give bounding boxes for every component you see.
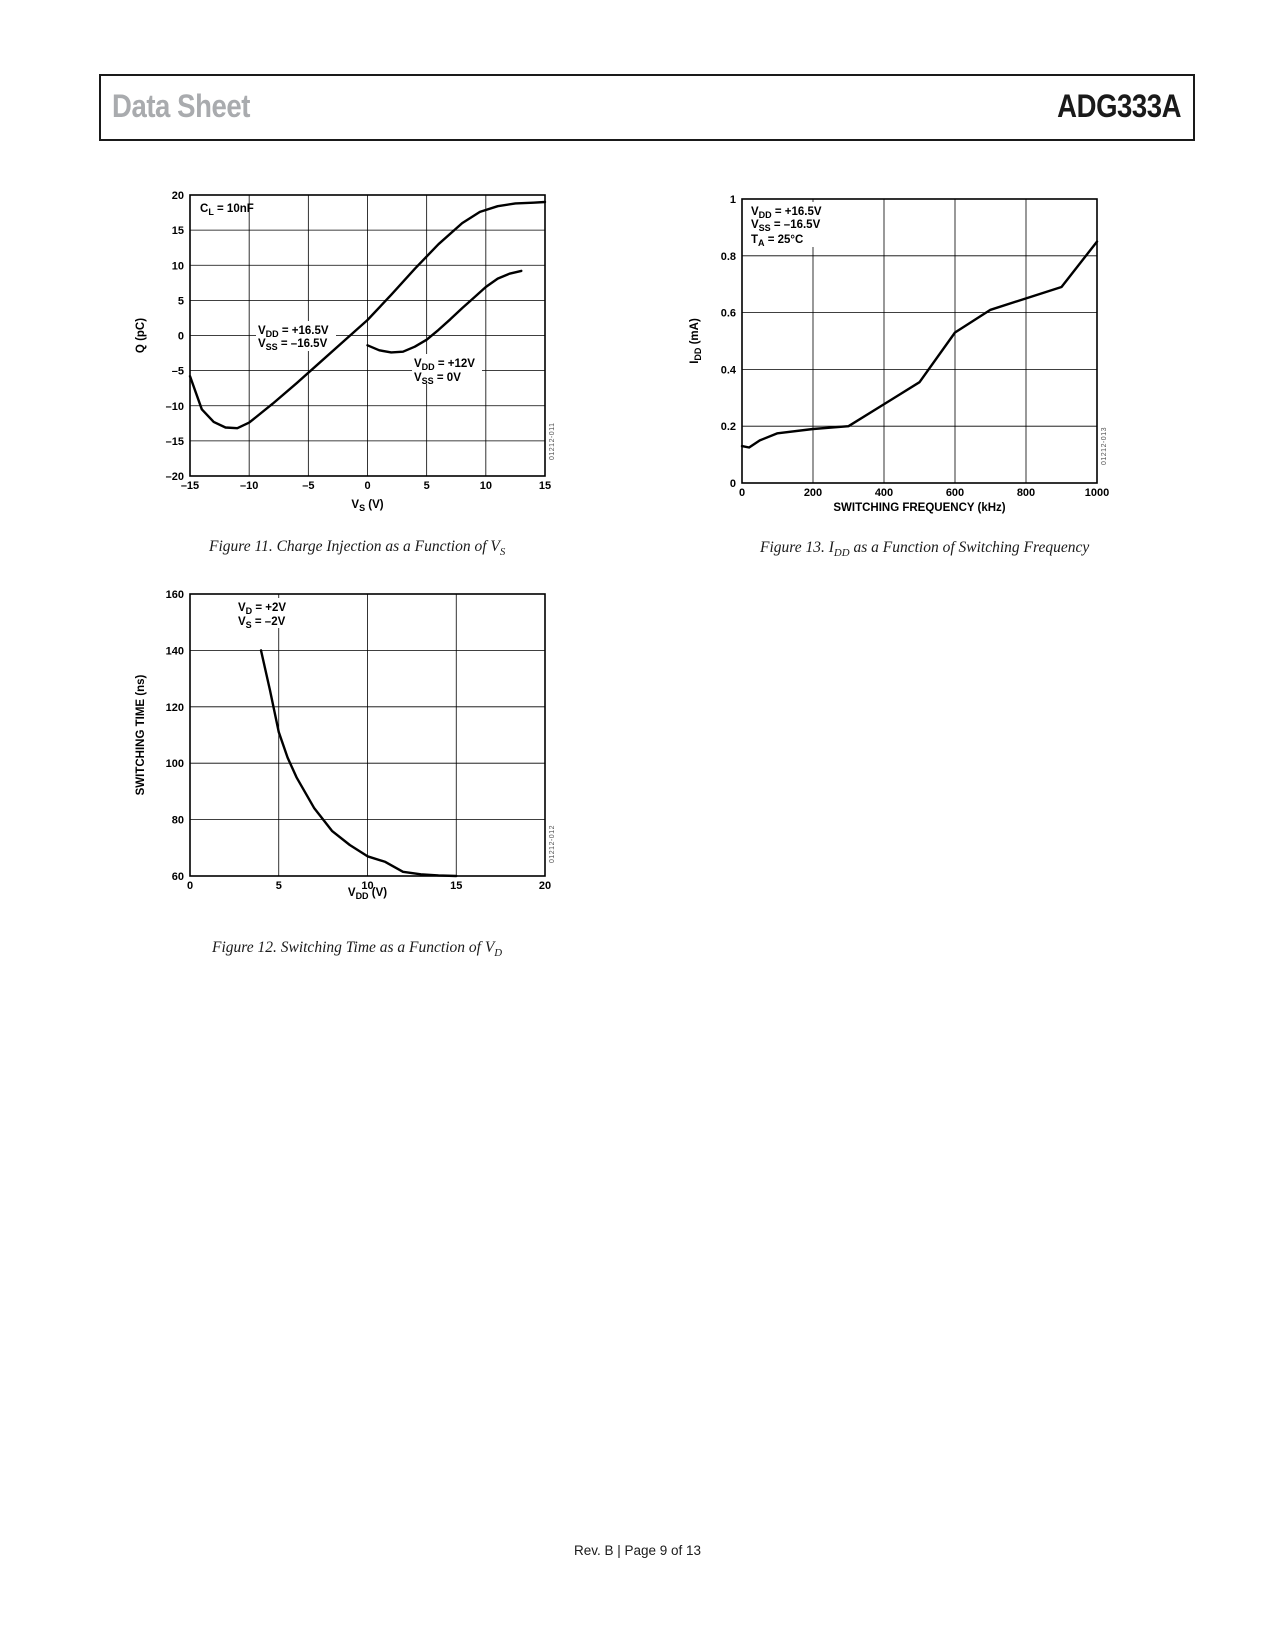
x-tick-label: 5 [275,880,282,892]
annotation-label: VS = –2V [238,616,286,630]
annotation-label: TA = 25°C [751,234,804,248]
y-tick-label: 100 [165,758,184,771]
chart-charge-injection [130,190,590,530]
annotation-label: CL = 10nF [200,203,254,217]
x-tick-label: 400 [874,487,894,499]
x-tick-label: 1000 [1084,487,1110,499]
x-tick-label: 10 [361,880,374,892]
chart-switching-time [130,590,590,930]
series-line-1 [742,242,1097,448]
figure-id-label: 01212-013 [1101,427,1108,465]
header-section-title: Data Sheet [112,88,250,124]
x-tick-label: –15 [180,480,200,492]
y-tick-label: 15 [171,225,184,238]
annotation-label: VDD = +16.5V [258,325,329,339]
figure-12-caption: Figure 12. Switching Time as a Function of $V_D$ [212,939,503,960]
x-tick-label: 15 [450,880,463,892]
y-axis-label: Q (pC) [135,317,147,354]
x-tick-label: 15 [538,480,552,492]
y-tick-label: 5 [177,295,184,308]
y-tick-label: 20 [171,190,184,202]
x-tick-label: 0 [186,880,194,892]
y-tick-label: –5 [171,365,184,378]
y-tick-label: 0 [177,330,184,343]
page-footer: Rev. B | Page 9 of 13 [573,1543,702,1558]
x-axis-label: VDD (V) [347,887,388,901]
y-tick-label: 0.4 [720,364,736,377]
y-tick-label: 0.2 [720,421,736,434]
x-tick-label: 200 [803,487,823,499]
y-axis-label: SWITCHING TIME (ns) [135,674,147,796]
figure-11-caption: Figure 11. Charge Injection as a Function of $V_S$ [209,538,506,559]
x-tick-label: 600 [945,487,965,499]
x-tick-label: 0 [364,480,371,492]
header-part-number: ADG333A [1057,88,1181,124]
x-tick-label: 10 [479,480,492,492]
annotation-label: VSS = –16.5V [258,338,328,352]
page-header [99,74,1195,141]
annotation-label: VDD = +16.5V [751,206,822,220]
y-tick-label: 80 [171,814,184,827]
y-tick-label: 0 [729,478,736,490]
annotation-label: VDD = +12V [414,358,475,372]
x-tick-label: –10 [239,480,259,492]
y-tick-label: 140 [165,645,184,658]
chart-idd-vs-frequency [689,194,1160,535]
series-line-2 [368,271,522,353]
x-tick-label: 5 [423,480,430,492]
y-tick-label: 0.8 [720,250,736,263]
y-tick-label: –15 [165,435,184,448]
annotation-label: VSS = 0V [414,372,461,386]
annotation-label: VD = +2V [238,602,287,616]
x-tick-label: –5 [302,480,315,492]
figure-13-caption: Figure 13. $I_{DD}$ as a Function of Switching Frequency [760,539,1090,560]
y-tick-label: 10 [171,260,184,273]
y-tick-label: –20 [165,471,184,483]
y-tick-label: 1 [729,194,736,206]
y-tick-label: 0.6 [720,307,736,320]
figure-id-label: 01212-012 [549,825,556,863]
y-tick-label: 160 [165,589,184,601]
annotation-label: VSS = –16.5V [751,219,821,233]
x-tick-label: 800 [1016,487,1036,499]
x-axis-label: SWITCHING FREQUENCY (kHz) [833,502,1006,514]
x-tick-label: 0 [738,487,746,499]
y-axis-label: IDD (mA) [689,318,703,364]
figure-id-label: 01212-011 [549,422,556,460]
y-tick-label: –10 [165,400,184,413]
x-tick-label: 20 [538,880,552,892]
y-tick-label: 60 [171,871,184,883]
x-axis-label: VS (V) [351,499,384,513]
y-tick-label: 120 [165,701,184,714]
